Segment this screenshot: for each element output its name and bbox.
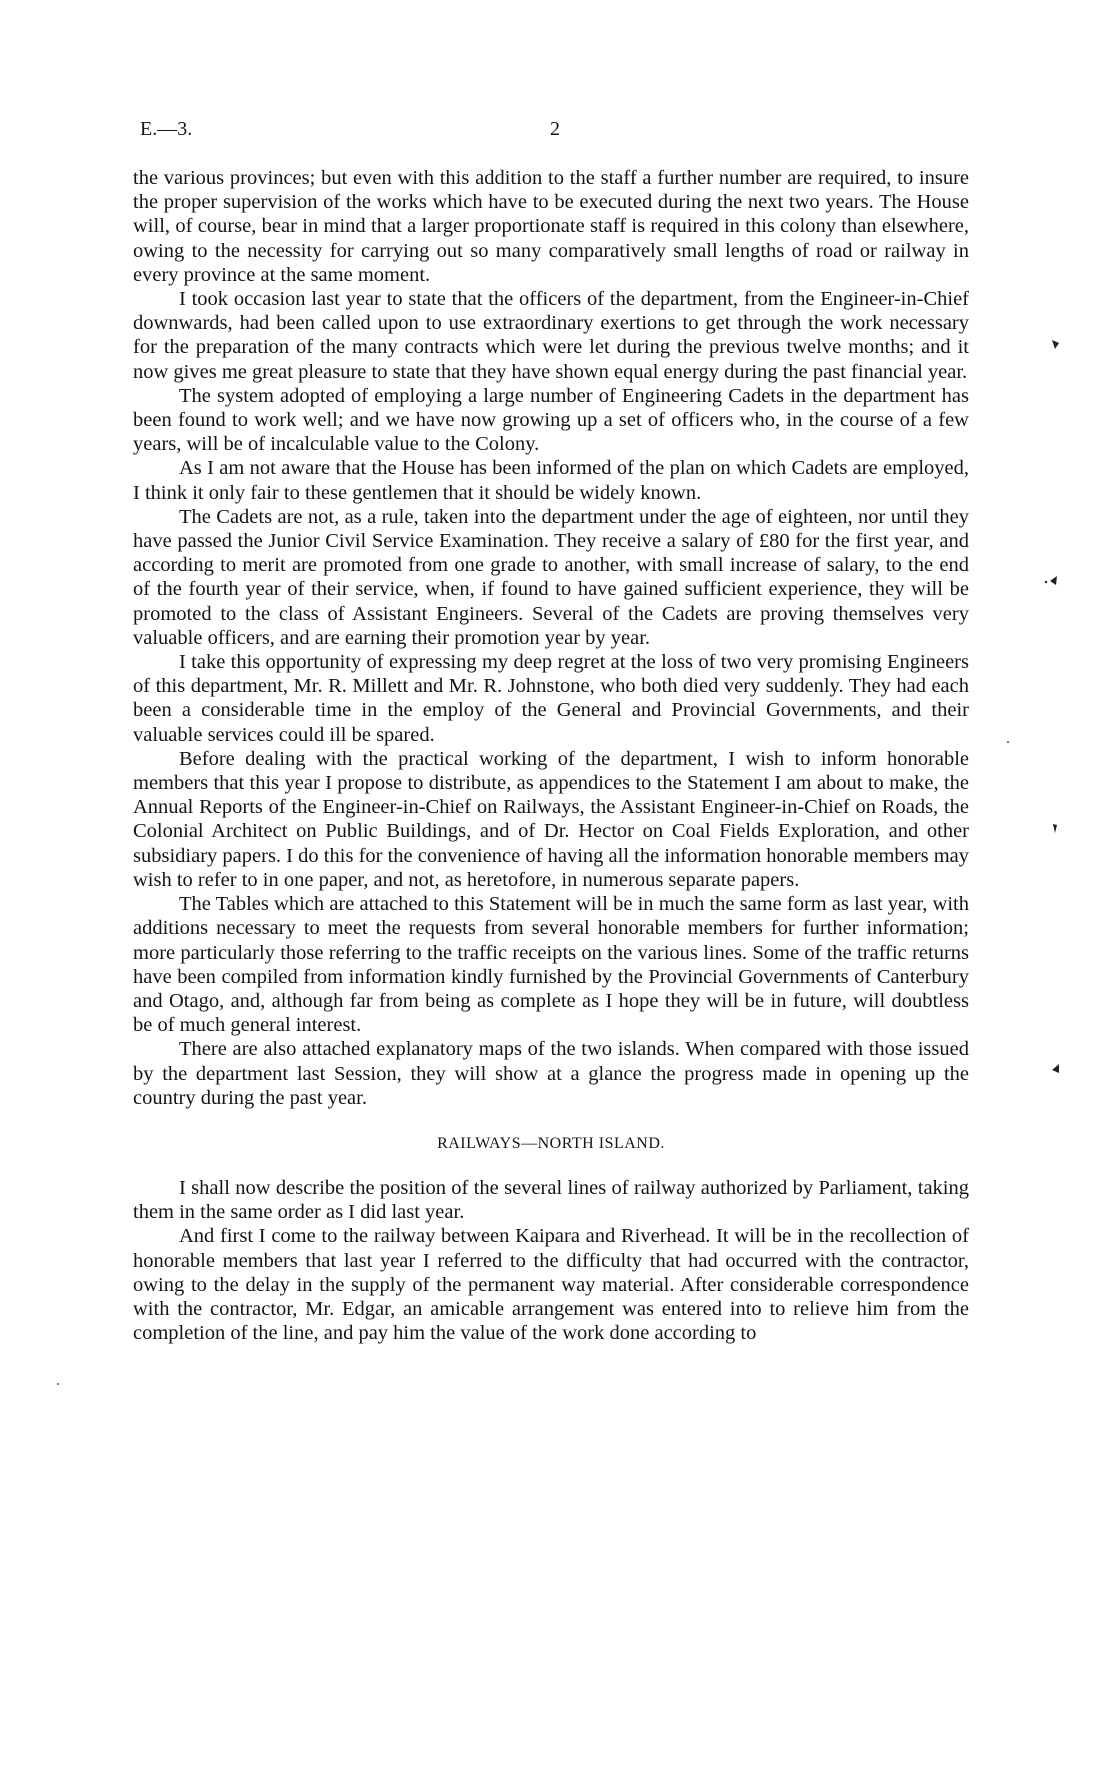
- margin-mark-icon: [56, 1382, 60, 1386]
- paragraph: I shall now describe the position of the several lines of railway authorized by Parliament, taking them in the same order as I did last year.: [133, 1176, 969, 1224]
- paragraph: And first I come to the railway between Kaipara and Riverhead. It will be in the recollection of honorable members that last year I referred to the difficulty that had occurred with the contractor, owing to the delay in the supply of the permanent way material. After considerable correspondence with the contractor, Mr. Edgar, an amicable arrangement was entered into to relieve him from the completion of the line, and pay him the value of the work done according to: [133, 1225, 969, 1345]
- paragraph: the various provinces; but even with this addition to the staff a further number are required, to insure the proper supervision of the works which have to be executed during the next two years. The House will, of course, bear in mind that a larger proportionate staff is required in this colony than elsewhere, owing to the necessity for carrying out so many comparatively small lengths of road or railway in every province at the same moment.: [133, 167, 969, 286]
- paragraph: The system adopted of employing a large number of Engineering Cadets in the department has been found to work well; and we have now growing up a set of officers who, in the course of a few years, will be of incalculable value to the Colony.: [133, 384, 969, 456]
- paragraph: As I am not aware that the House has been informed of the plan on which Cadets are employed, I think it only fair to these gentlemen that it should be widely known.: [133, 457, 969, 504]
- margin-mark-icon: [1006, 740, 1010, 744]
- margin-mark-icon: [1052, 1064, 1060, 1074]
- paragraph: I take this opportunity of expressing my deep regret at the loss of two very promising Engineers of this department, Mr. R. Millett and Mr. R. Johnstone, who both died very suddenly. They had each been a considerable time in the employ of the General and Provincial Governments, and their valuable services could ill be spared.: [133, 651, 969, 746]
- body-text: [133, 166, 969, 1345]
- margin-mark-icon: [1044, 576, 1058, 586]
- section-heading: RAILWAYS—NORTH ISLAND.: [437, 1134, 665, 1152]
- paragraph: The Cadets are not, as a rule, taken into the department under the age of eighteen, nor until they have passed the Junior Civil Service Examination. They receive a salary of £80 for the first year, and according to merit are promoted from one grade to another, with small increase of salary, to the end of the fourth year of their service, when, if found to have gained sufficient experience, they will be promoted to the class of Assistant Engineers. Several of the Cadets are proving themselves very valuable officers, and are earning their promotion year by year.: [133, 505, 969, 649]
- paragraph: Before dealing with the practical working of the department, I wish to inform honorable members that this year I propose to distribute, as appendices to the Statement I am about to make, the Annual Reports of the Engineer-in-Chief on Railways, the Assistant Engineer-in-Chief on Roads, the Colonial Architect on Public Buildings, and of Dr. Hector on Coal Fields Exploration, and other subsidiary papers. I do this for the convenience of having all the information honorable members may wish to refer to in one paper, and not, as heretofore, in numerous separate papers.: [133, 747, 969, 891]
- margin-mark-icon: [1052, 340, 1060, 350]
- margin-mark-icon: [1052, 824, 1058, 834]
- document-reference: E.—3.: [140, 118, 193, 140]
- page-number: 2: [550, 118, 560, 140]
- page-header: [140, 118, 970, 144]
- paragraph: There are also attached explanatory maps of the two islands. When compared with those issued by the department last Session, they will show at a glance the progress made in opening up the country during the past year.: [133, 1038, 969, 1109]
- paragraph: I took occasion last year to state that the officers of the department, from the Engineer-in-Chief downwards, had been called upon to use extraordinary exertions to get through the work necessary for the preparation of the many contracts which were let during the previous twelve months; and it now gives me great pleasure to state that they have shown equal energy during the past financial year.: [133, 288, 969, 383]
- paragraph: The Tables which are attached to this Statement will be in much the same form as last year, with additions necessary to meet the requests from several honorable members for further information; more particularly those referring to the traffic receipts on the various lines. Some of the traffic returns have been compiled from information kindly furnished by the Provincial Governments of Canterbury and Otago, and, although far from being as complete as I hope they will be in future, will doubtless be of much general interest.: [133, 893, 969, 1037]
